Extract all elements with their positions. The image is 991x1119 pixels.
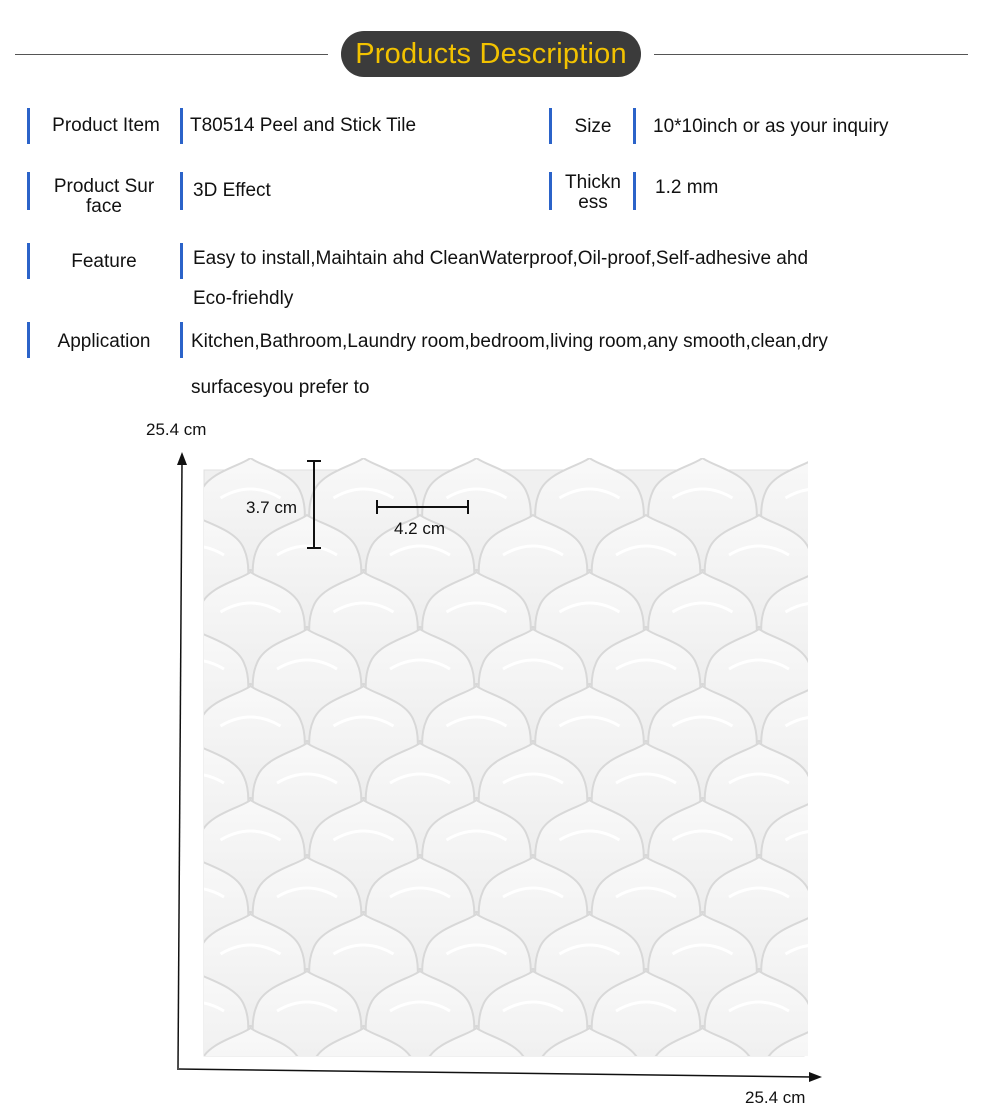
tile-cell [818, 743, 927, 855]
tile-highlight [447, 1059, 507, 1068]
tile-cell [818, 515, 927, 627]
application-value-line2: surfacesyou prefer to [191, 377, 370, 398]
tile-highlight [108, 603, 168, 612]
tile-highlight [955, 546, 991, 555]
tile-cell [874, 572, 983, 684]
tile-cell [83, 572, 192, 684]
tile-cell [931, 857, 991, 969]
tile-highlight [108, 945, 168, 954]
tile-highlight [955, 660, 991, 669]
tile-cell [83, 458, 192, 570]
thickness-value: 1.2 mm [655, 177, 719, 198]
tile-cell [874, 1028, 983, 1119]
x-axis-arrow [809, 1072, 822, 1082]
tile-highlight [899, 945, 959, 954]
tile-highlight [560, 1059, 620, 1068]
tile-highlight [899, 603, 959, 612]
size-value: 10*10inch or as your inquiry [653, 116, 889, 137]
tile-highlight [955, 888, 991, 897]
tile-highlight [108, 717, 168, 726]
application-label: Application [57, 331, 151, 352]
tile-cell [818, 1085, 927, 1119]
tile-cell [140, 1085, 249, 1119]
x-axis [177, 1069, 812, 1077]
tile-cell [931, 1085, 991, 1119]
tile-cell [874, 686, 983, 798]
tile-highlight [899, 717, 959, 726]
tile-highlight [786, 1059, 846, 1068]
width-label: 25.4 cm [745, 1088, 806, 1107]
thickness-label-line1: Thickn [565, 172, 621, 193]
tile-highlight [673, 1059, 733, 1068]
surface-label-line1: Product Sur [53, 176, 155, 197]
surface-value: 3D Effect [193, 180, 271, 201]
tile-cell [818, 629, 927, 741]
tile-highlight [899, 1059, 959, 1068]
tile-height-label: 3.7 cm [246, 498, 298, 517]
tile-highlight [842, 888, 902, 897]
thickness-label-line2: ess [578, 192, 608, 213]
tile-cell [931, 629, 991, 741]
tile-highlight [955, 1002, 991, 1011]
height-label: 25.4 cm [146, 420, 207, 439]
tile-highlight [334, 1059, 394, 1068]
tile-cell [83, 800, 192, 912]
tile-cell [931, 743, 991, 855]
tile-highlight [842, 546, 902, 555]
tile-highlight [842, 660, 902, 669]
tile-highlight [899, 831, 959, 840]
tile-highlight [842, 1002, 902, 1011]
product-item-value: T80514 Peel and Stick Tile [190, 115, 417, 136]
tile-cell [931, 971, 991, 1083]
tile-cell [479, 1085, 588, 1119]
tile-cell [83, 686, 192, 798]
tile-cell [874, 458, 983, 570]
application-value-line1: Kitchen,Bathroom,Laundry room,bedroom,living room,any smooth,clean,dry [191, 331, 828, 352]
tile-cell [874, 914, 983, 1026]
tile-cell [818, 971, 927, 1083]
tile-highlight [108, 1059, 168, 1068]
tile-highlight [108, 831, 168, 840]
y-axis-arrow [177, 452, 187, 465]
tile-cell [83, 914, 192, 1026]
feature-value-line1: Easy to install,Maihtain ahd CleanWaterproof,Oil-proof,Self-adhesive ahd [193, 248, 809, 269]
feature-label: Feature [71, 251, 137, 272]
surface-label-line2: face [86, 196, 122, 217]
tile-highlight [899, 489, 959, 498]
tile-cell [818, 857, 927, 969]
tile-cell [874, 800, 983, 912]
section-title: Products Description [341, 31, 641, 77]
product-item-label: Product Item [52, 115, 160, 136]
tile-highlight [842, 774, 902, 783]
feature-value-line2: Eco-friehdly [193, 288, 294, 309]
y-axis [178, 462, 182, 1068]
tile-width-label: 4.2 cm [394, 519, 446, 538]
tile-cell [366, 1085, 475, 1119]
size-label: Size [574, 116, 612, 137]
tile-pattern [83, 458, 991, 1119]
tile-highlight [955, 774, 991, 783]
tile-cell [253, 1085, 362, 1119]
tile-cell [83, 1028, 192, 1119]
tile-cell [592, 1085, 701, 1119]
tile-cell [931, 515, 991, 627]
tile-highlight [221, 1059, 281, 1068]
tile-highlight [108, 489, 168, 498]
